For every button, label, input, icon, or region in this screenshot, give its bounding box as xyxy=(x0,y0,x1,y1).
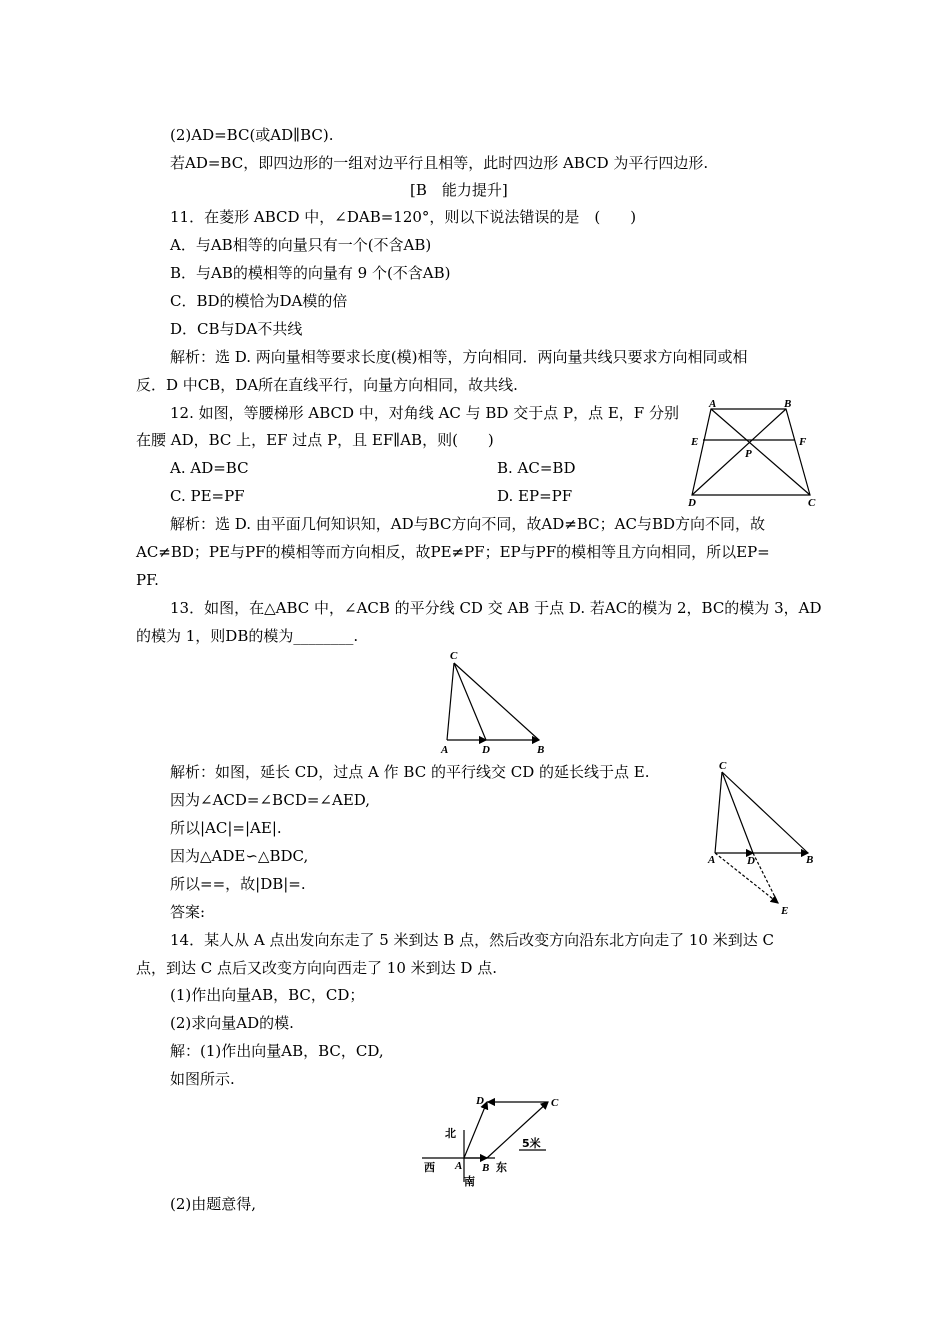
label-d: D xyxy=(482,744,490,756)
segment-ca xyxy=(715,772,722,853)
triangle-figure xyxy=(435,645,555,757)
solution-line: 因为△ADE∽△BDC, xyxy=(170,847,309,865)
option-d: D. EP=PF xyxy=(497,487,573,505)
compass-vector-figure xyxy=(420,1090,570,1190)
question-12-cont: 在腰 AD，BC 上，EF 过点 P，且 EF∥AB，则( ) xyxy=(136,431,494,449)
label-d: D xyxy=(747,855,755,867)
label-b: B xyxy=(806,854,814,866)
segment-cb xyxy=(454,663,539,740)
trapezoid-figure xyxy=(680,396,830,512)
solution-line: 所以|AC|=|AE|. xyxy=(170,819,282,837)
segment-ca xyxy=(447,663,454,740)
solution-line: 解：(1)作出向量AB，BC，CD, xyxy=(170,1042,384,1060)
diagonal-ac xyxy=(711,409,810,495)
segment-cd xyxy=(454,663,486,740)
solution-line: 所以==，故|DB|=. xyxy=(170,875,306,893)
solution-line: 反．D 中CB，DA所在直线平行，向量方向相同，故共线. xyxy=(136,376,518,394)
segment-cd xyxy=(722,772,753,853)
option-c: C．BD的模恰为DA模的倍 xyxy=(170,292,348,310)
solution-line: PF. xyxy=(136,571,159,589)
label-b: B xyxy=(537,744,545,756)
solution-line: 解析：选 D. 由平面几何知识知，AD与BC方向不同，故AD≠BC；AC与BD方向不同，故 xyxy=(170,515,766,533)
label-a: A xyxy=(709,398,717,410)
answer-label: 答案: xyxy=(170,903,206,921)
label-f: F xyxy=(799,436,807,448)
solution-line: (2)由题意得, xyxy=(170,1195,257,1213)
solution-line: AC≠BD；PE与PF的模相等而方向相反，故PE≠PF；EP与PF的模相等且方向相同，所以EP= xyxy=(136,543,770,561)
triangle-extended-figure xyxy=(700,757,825,922)
solution-line: 解析：如图，延长 CD，过点 A 作 BC 的平行线交 CD 的延长线于点 E. xyxy=(170,763,650,781)
segment-cb xyxy=(722,772,808,853)
question-14-part1: (1)作出向量AB，BC，CD； xyxy=(170,986,365,1004)
question-14-part2: (2)求向量AD的模. xyxy=(170,1014,294,1032)
label-b: B xyxy=(784,398,792,410)
label-a: A xyxy=(455,1160,463,1172)
option-c: C. PE=PF xyxy=(170,487,245,505)
solution-line: 因为∠ACD=∠BCD=∠AED, xyxy=(170,791,371,809)
label-e: E xyxy=(691,436,699,448)
question-14: 14．某人从 A 点出发向东走了 5 米到达 B 点，然后改变方向沿东北方向走了 10 米到达 C xyxy=(170,931,774,949)
option-a: A. AD=BC xyxy=(170,459,249,477)
label-b: B xyxy=(482,1162,490,1174)
label-a: A xyxy=(441,744,449,756)
option-d: D．CB与DA不共线 xyxy=(170,320,303,338)
label-c: C xyxy=(551,1097,559,1109)
section-heading: [B 能力提升] xyxy=(410,181,508,199)
diagonal-bd xyxy=(692,409,786,495)
label-c: C xyxy=(719,760,727,772)
text-line: 若AD=BC，即四边形的一组对边平行且相等，此时四边形 ABCD 为平行四边形. xyxy=(170,154,709,172)
label-d: D xyxy=(688,497,696,509)
question-14-cont: 点，到达 C 点后又改变方向向西走了 10 米到达 D 点. xyxy=(136,959,497,977)
label-p: P xyxy=(745,448,752,460)
question-13-cont: 的模为 1，则DB的模为________. xyxy=(136,627,359,645)
label-a: A xyxy=(708,854,716,866)
label-c: C xyxy=(808,497,816,509)
label-east: 东 xyxy=(496,1161,507,1174)
label-west: 西 xyxy=(424,1161,435,1174)
scale-label: 5米 xyxy=(522,1137,541,1150)
solution-line: 如图所示. xyxy=(170,1070,235,1088)
option-b: B．与AB的模相等的向量有 9 个(不含AB) xyxy=(170,264,451,282)
option-a: A．与AB相等的向量只有一个(不含AB) xyxy=(170,236,432,254)
label-north: 北 xyxy=(445,1127,456,1140)
vector-ad xyxy=(464,1102,487,1158)
dashed-de xyxy=(753,853,778,903)
question-13: 13．如图，在△ABC 中，∠ACB 的平分线 CD 交 AB 于点 D. 若AC的模为 2，BC的模为 3，AD xyxy=(170,599,822,617)
text-line: (2)AD=BC(或AD∥BC). xyxy=(170,126,334,144)
option-b: B. AC=BD xyxy=(497,459,576,477)
solution-line: 解析：选 D. 两向量相等要求长度(模)相等，方向相同．两向量共线只要求方向相同或相 xyxy=(170,348,748,366)
label-c: C xyxy=(450,650,458,662)
label-e: E xyxy=(781,905,789,917)
question-11: 11．在菱形 ABCD 中，∠DAB=120°，则以下说法错误的是 ( ) xyxy=(170,208,637,226)
label-south: 南 xyxy=(464,1175,475,1188)
question-12: 12. 如图，等腰梯形 ABCD 中，对角线 AC 与 BD 交于点 P，点 E，F 分别 xyxy=(170,404,679,422)
label-d: D xyxy=(476,1095,484,1107)
